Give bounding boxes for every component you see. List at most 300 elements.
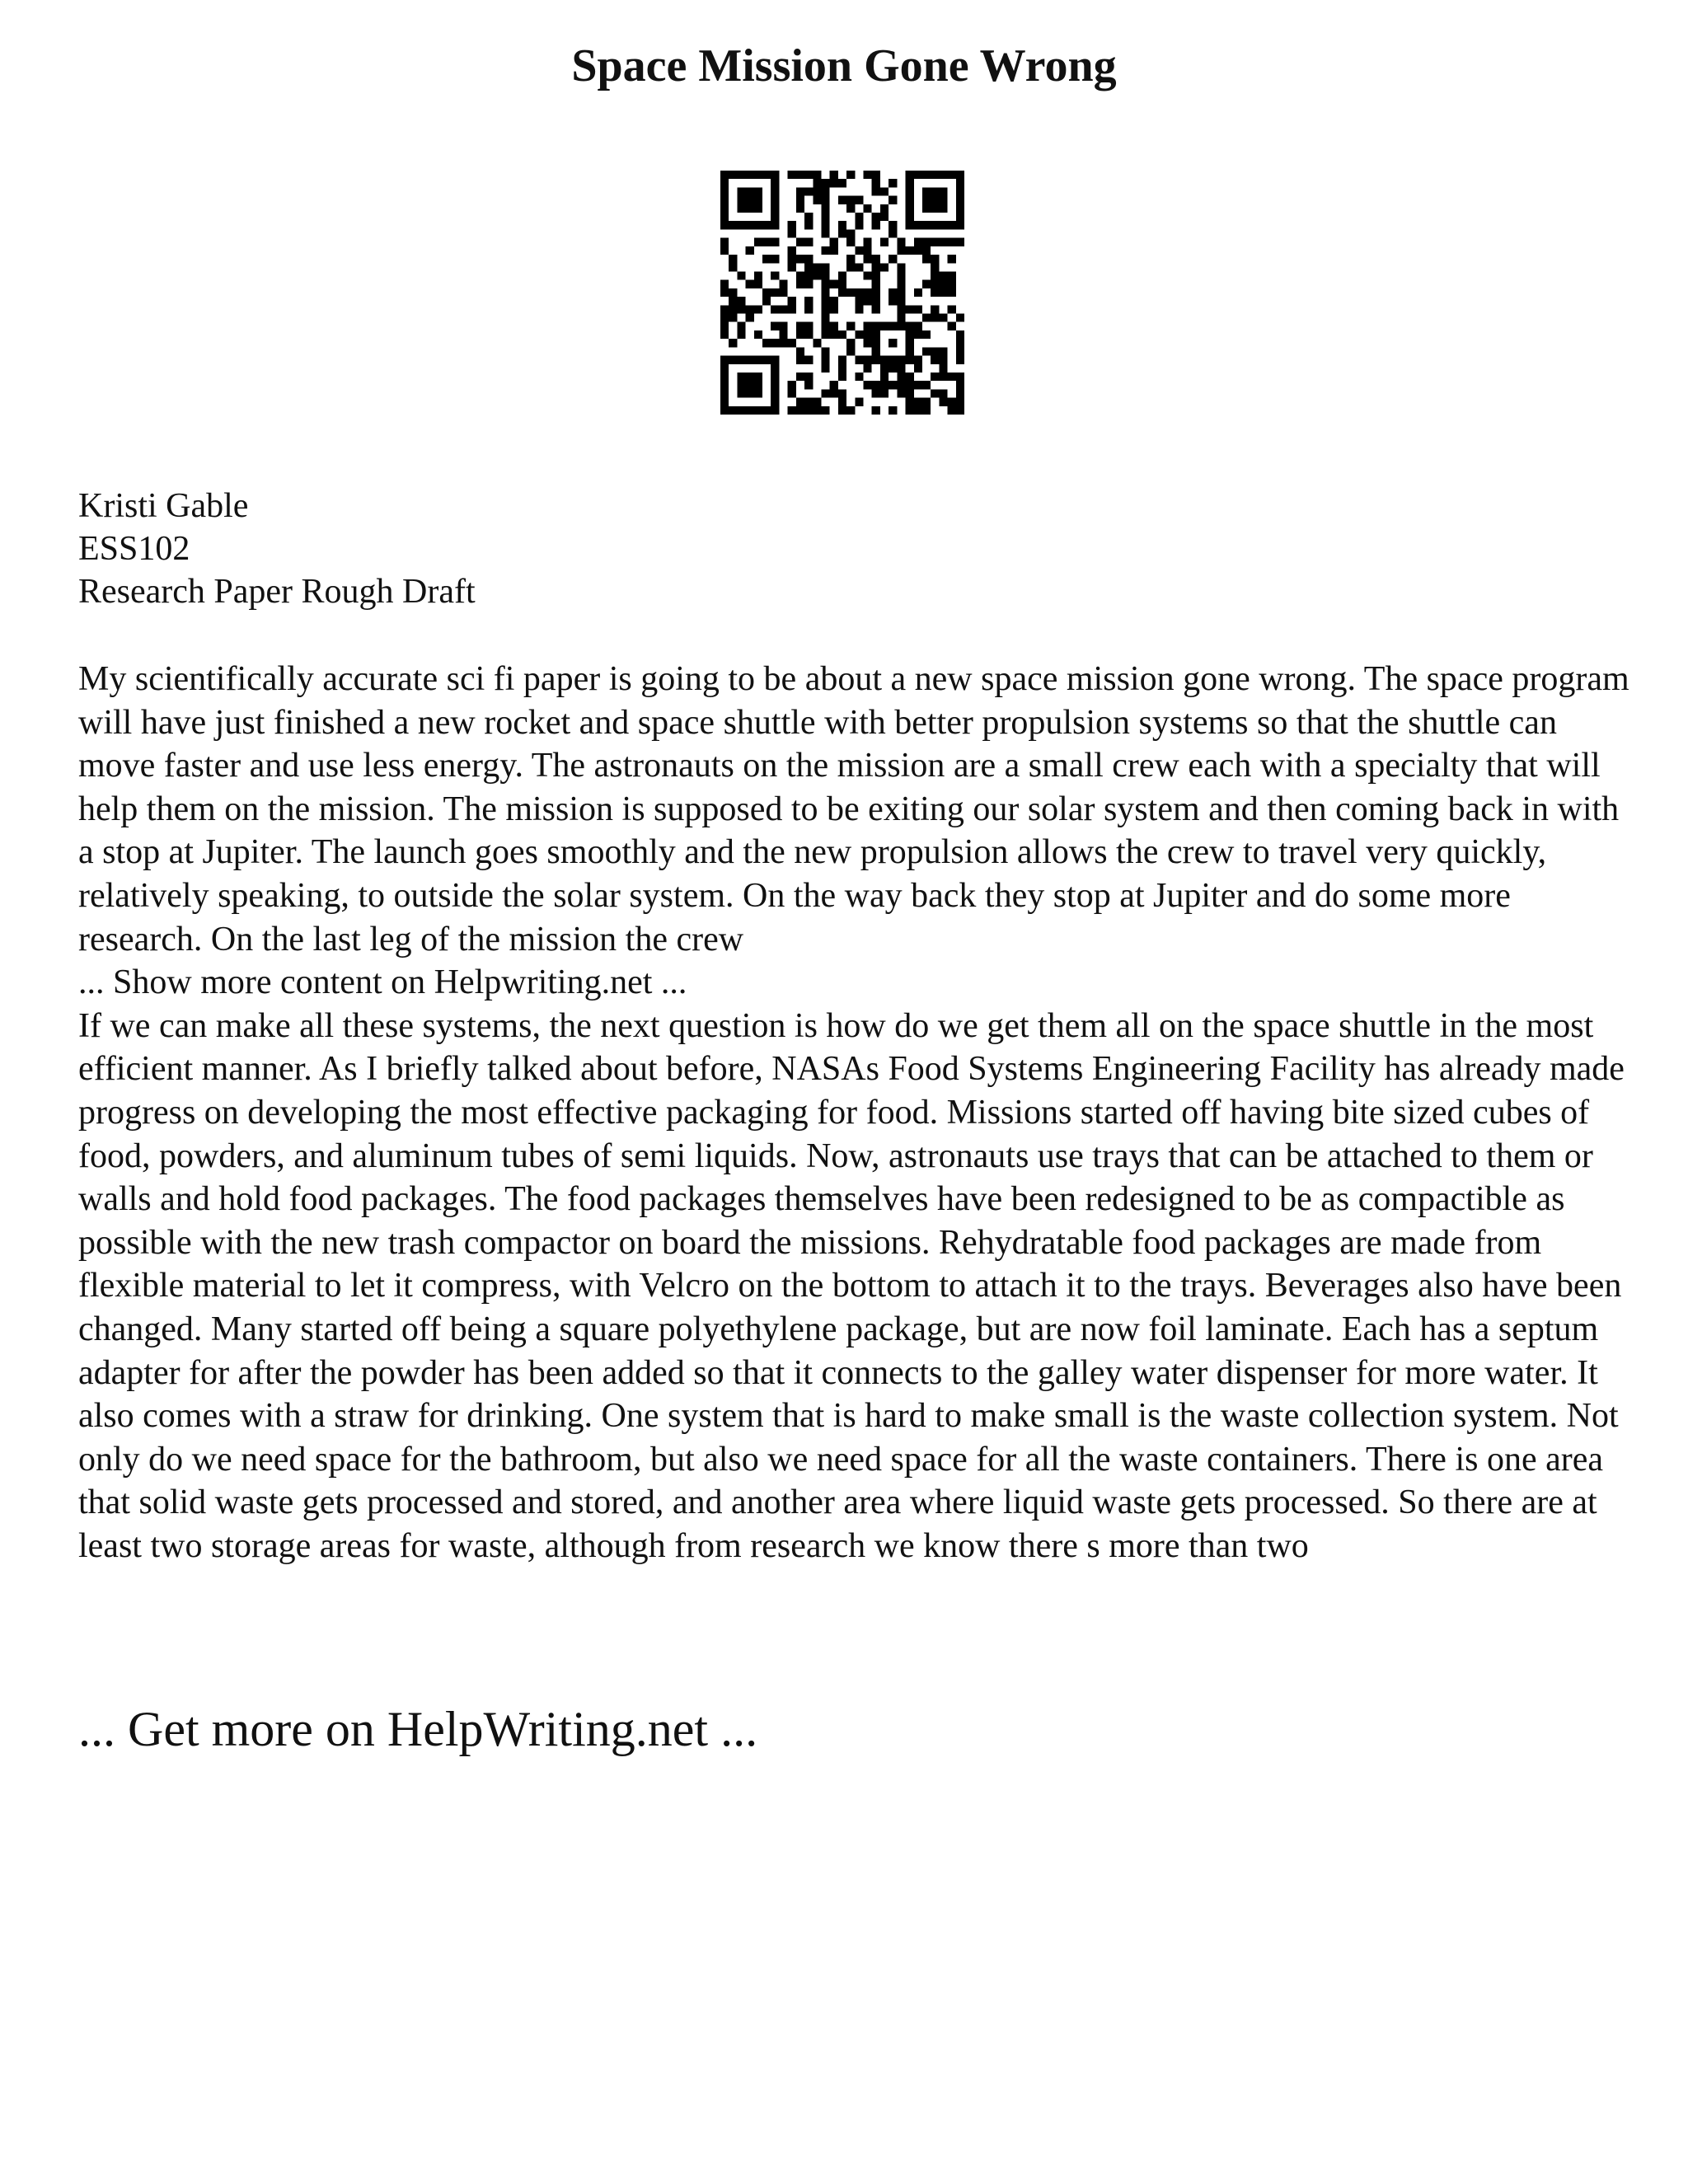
qr-module xyxy=(788,297,796,305)
qr-module xyxy=(846,255,855,263)
qr-module xyxy=(889,255,897,263)
qr-module xyxy=(931,271,939,279)
qr-module xyxy=(720,356,729,364)
qr-module xyxy=(872,255,880,263)
qr-module xyxy=(796,271,804,279)
qr-module xyxy=(813,398,821,406)
qr-module xyxy=(754,356,762,364)
qr-module xyxy=(804,255,813,263)
qr-module xyxy=(906,356,914,364)
qr-module xyxy=(906,322,914,330)
qr-module xyxy=(846,288,855,297)
qr-module xyxy=(897,356,905,364)
qr-module xyxy=(956,238,964,246)
qr-module xyxy=(737,221,745,229)
qr-module xyxy=(864,364,872,373)
qr-module xyxy=(939,347,947,355)
qr-module xyxy=(956,314,964,322)
qr-module xyxy=(813,406,821,415)
qr-module xyxy=(754,204,762,213)
essay-paragraph-2: If we can make all these systems, the next question is how do we get them all on the space shuttle in the most efficient manner. As I briefly talked about before, NASAs Food Systems Engineering Facility has already made progress on developing the most effective packaging for food. Missions started off having bite sized cubes of food, powders, and aluminum tubes of semi liquids. Now, astronauts use trays that can be attached to them or walls and hold food packages. The food packages themselves have been redesigned to be as compactible as possible with the new trash compactor on board the missions. Rehydratable food packages are made from flexible material to let it compress, with Velcro on the bottom to attach it to the trays. Beverages also have been changed. Many started off being a square polyethylene package, but are now foil laminate. Each has a septum adapter for after the powder has been added so that it connects to the galley water dispenser for more water. It also comes with a straw for drinking. One system that is hard to make small is the waste collection system. Not only do we need space for the bathroom, but also we need space for all the waste containers. There is one area that solid waste gets processed and stored, and another area where liquid waste gets processed. So there are at least two storage areas for waste, although from research we know there s more than two xyxy=(78,1006,1625,1565)
qr-module xyxy=(804,263,813,271)
qr-module xyxy=(796,347,804,355)
qr-module xyxy=(838,280,846,288)
qr-module xyxy=(804,356,813,364)
qr-module xyxy=(821,347,829,355)
qr-module xyxy=(720,364,729,373)
qr-module xyxy=(897,246,905,255)
qr-module xyxy=(796,330,804,339)
qr-module xyxy=(838,179,846,187)
qr-module xyxy=(788,229,796,237)
qr-module xyxy=(788,255,796,263)
qr-module xyxy=(864,356,872,364)
qr-module xyxy=(931,347,939,355)
qr-module xyxy=(796,204,804,213)
qr-module xyxy=(931,238,939,246)
qr-module xyxy=(939,221,947,229)
qr-module xyxy=(754,389,762,397)
qr-module xyxy=(889,364,897,373)
qr-module xyxy=(956,171,964,179)
qr-module xyxy=(948,171,956,179)
qr-module xyxy=(948,255,956,263)
qr-module xyxy=(737,381,745,389)
qr-module xyxy=(796,373,804,381)
qr-module xyxy=(948,305,956,313)
qr-module xyxy=(821,196,829,204)
qr-module xyxy=(729,297,737,305)
qr-module xyxy=(880,356,889,364)
qr-module xyxy=(762,356,771,364)
qr-module xyxy=(956,398,964,406)
qr-module xyxy=(788,246,796,255)
qr-module xyxy=(889,297,897,305)
qr-module xyxy=(855,246,863,255)
qr-module xyxy=(746,356,754,364)
qr-module xyxy=(830,246,838,255)
qr-module xyxy=(864,171,872,179)
qr-module xyxy=(813,196,821,204)
qr-module xyxy=(821,213,829,221)
qr-module xyxy=(771,179,779,187)
qr-module xyxy=(897,305,905,313)
qr-module xyxy=(855,221,863,229)
qr-module xyxy=(720,373,729,381)
qr-module xyxy=(804,322,813,330)
qr-module xyxy=(956,389,964,397)
qr-module xyxy=(720,322,729,330)
qr-module xyxy=(771,204,779,213)
qr-module xyxy=(754,271,762,279)
qr-module xyxy=(906,330,914,339)
qr-module xyxy=(771,187,779,195)
qr-module xyxy=(855,373,863,381)
qr-module xyxy=(746,305,754,313)
qr-module xyxy=(872,339,880,347)
qr-module xyxy=(746,381,754,389)
qr-module xyxy=(737,406,745,415)
qr-module xyxy=(880,187,889,195)
qr-module xyxy=(771,381,779,389)
qr-module xyxy=(720,196,729,204)
qr-module xyxy=(931,171,939,179)
qr-module xyxy=(931,255,939,263)
qr-module xyxy=(931,196,939,204)
qr-module xyxy=(804,238,813,246)
qr-module xyxy=(948,238,956,246)
qr-module xyxy=(939,171,947,179)
qr-module xyxy=(897,297,905,305)
qr-module xyxy=(864,381,872,389)
qr-module xyxy=(720,330,729,339)
qr-module xyxy=(729,305,737,313)
qr-module xyxy=(906,179,914,187)
qr-module xyxy=(897,280,905,288)
qr-module xyxy=(939,238,947,246)
qr-module xyxy=(906,187,914,195)
qr-module xyxy=(855,263,863,271)
qr-module xyxy=(872,280,880,288)
qr-module xyxy=(762,406,771,415)
page-title: Space Mission Gone Wrong xyxy=(571,40,1117,91)
qr-module xyxy=(864,339,872,347)
qr-module xyxy=(804,305,813,313)
qr-module xyxy=(821,204,829,213)
qr-module xyxy=(754,280,762,288)
qr-module xyxy=(754,381,762,389)
qr-module xyxy=(906,389,914,397)
qr-module xyxy=(914,364,922,373)
qr-module xyxy=(872,187,880,195)
qr-module xyxy=(838,406,846,415)
qr-module xyxy=(906,347,914,355)
qr-module xyxy=(956,347,964,355)
qr-module xyxy=(821,263,829,271)
qr-module xyxy=(922,314,931,322)
qr-module xyxy=(830,171,838,179)
qr-module xyxy=(804,373,813,381)
qr-module xyxy=(906,398,914,406)
qr-module xyxy=(864,330,872,339)
qr-module xyxy=(939,271,947,279)
qr-module xyxy=(830,305,838,313)
qr-module xyxy=(846,339,855,347)
qr-module xyxy=(746,373,754,381)
qr-module xyxy=(948,322,956,330)
qr-module xyxy=(889,322,897,330)
qr-module xyxy=(906,204,914,213)
qr-module xyxy=(846,196,855,204)
qr-module xyxy=(821,406,829,415)
qr-module xyxy=(956,381,964,389)
qr-module xyxy=(948,271,956,279)
qr-module xyxy=(838,196,846,204)
qr-module xyxy=(906,305,914,313)
qr-module xyxy=(889,221,897,229)
qr-module xyxy=(771,373,779,381)
qr-module xyxy=(956,339,964,347)
qr-module xyxy=(889,381,897,389)
qr-module xyxy=(931,356,939,364)
qr-module xyxy=(720,398,729,406)
qr-module xyxy=(948,373,956,381)
qr-module xyxy=(931,204,939,213)
qr-module xyxy=(796,398,804,406)
qr-module xyxy=(897,322,905,330)
qr-module xyxy=(754,373,762,381)
qr-module xyxy=(737,322,745,330)
author-name: Kristi Gable xyxy=(78,487,249,525)
qr-module xyxy=(931,305,939,313)
qr-module xyxy=(821,314,829,322)
qr-module xyxy=(737,204,745,213)
qr-module xyxy=(897,238,905,246)
qr-module xyxy=(855,330,863,339)
qr-module xyxy=(830,389,838,397)
qr-module xyxy=(855,398,863,406)
qr-module xyxy=(720,280,729,288)
qr-module xyxy=(771,364,779,373)
qr-module xyxy=(889,229,897,237)
qr-module xyxy=(779,330,787,339)
qr-module xyxy=(720,406,729,415)
qr-module xyxy=(821,187,829,195)
qr-module xyxy=(720,171,729,179)
qr-module xyxy=(906,171,914,179)
qr-module xyxy=(931,389,939,397)
qr-module xyxy=(880,204,889,213)
qr-module xyxy=(906,339,914,347)
qr-module xyxy=(804,330,813,339)
qr-module xyxy=(720,389,729,397)
qr-module xyxy=(922,171,931,179)
qr-module xyxy=(922,238,931,246)
qr-module xyxy=(720,288,729,297)
qr-module xyxy=(922,246,931,255)
qr-module xyxy=(838,356,846,364)
qr-module xyxy=(796,280,804,288)
qr-module xyxy=(737,305,745,313)
qr-module xyxy=(939,389,947,397)
qr-module xyxy=(931,280,939,288)
qr-module xyxy=(821,221,829,229)
qr-module xyxy=(746,389,754,397)
qr-module xyxy=(762,297,771,305)
qr-module xyxy=(830,381,838,389)
qr-module xyxy=(804,213,813,221)
get-more-link[interactable]: ... Get more on HelpWriting.net ... xyxy=(78,1702,758,1756)
qr-module xyxy=(804,297,813,305)
qr-module xyxy=(914,356,922,364)
qr-module xyxy=(746,187,754,195)
qr-module xyxy=(939,373,947,381)
qr-module xyxy=(771,322,779,330)
qr-module xyxy=(720,246,729,255)
qr-module xyxy=(880,238,889,246)
qr-module xyxy=(956,330,964,339)
qr-module xyxy=(906,221,914,229)
qr-module xyxy=(855,356,863,364)
qr-module xyxy=(788,406,796,415)
qr-module xyxy=(948,280,956,288)
qr-module xyxy=(821,288,829,297)
qr-module xyxy=(855,288,863,297)
qr-module xyxy=(804,187,813,195)
qr-module xyxy=(737,196,745,204)
qr-module xyxy=(939,364,947,373)
qr-module xyxy=(872,263,880,271)
qr-module xyxy=(813,263,821,271)
qr-module xyxy=(864,204,872,213)
qr-module xyxy=(897,364,905,373)
qr-module xyxy=(914,305,922,313)
qr-module xyxy=(956,221,964,229)
qr-module xyxy=(746,314,754,322)
qr-module xyxy=(897,389,905,397)
essay-body xyxy=(78,658,1636,1568)
qr-module xyxy=(922,406,931,415)
qr-module xyxy=(821,330,829,339)
qr-module xyxy=(729,171,737,179)
qr-module xyxy=(771,171,779,179)
qr-module xyxy=(754,305,762,313)
qr-module xyxy=(939,314,947,322)
qr-module xyxy=(830,179,838,187)
qr-module xyxy=(922,204,931,213)
qr-module xyxy=(720,305,729,313)
qr-module xyxy=(813,339,821,347)
qr-module xyxy=(846,171,855,179)
qr-module xyxy=(922,347,931,355)
qr-module xyxy=(864,246,872,255)
qr-module xyxy=(737,171,745,179)
qr-module xyxy=(864,322,872,330)
qr-module xyxy=(956,406,964,415)
qr-module xyxy=(855,297,863,305)
qr-module xyxy=(771,406,779,415)
qr-module xyxy=(729,356,737,364)
qr-module xyxy=(737,330,745,339)
show-more-link[interactable]: ... Show more content on Helpwriting.net ... xyxy=(78,963,687,1002)
qr-module xyxy=(771,213,779,221)
assignment-title: Research Paper Rough Draft xyxy=(78,573,476,611)
qr-module xyxy=(939,398,947,406)
qr-module xyxy=(830,238,838,246)
qr-module xyxy=(779,280,787,288)
paper-header xyxy=(78,485,1611,613)
qr-module xyxy=(889,288,897,297)
qr-module xyxy=(746,246,754,255)
qr-module xyxy=(922,330,931,339)
qr-module xyxy=(956,179,964,187)
qr-module xyxy=(771,255,779,263)
qr-module xyxy=(939,288,947,297)
qr-module xyxy=(906,381,914,389)
qr-module xyxy=(846,229,855,237)
qr-module xyxy=(729,255,737,263)
qr-module xyxy=(897,288,905,297)
qr-module xyxy=(771,305,779,313)
qr-module xyxy=(880,364,889,373)
qr-module xyxy=(872,305,880,313)
qr-module xyxy=(771,238,779,246)
qr-module xyxy=(720,238,729,246)
qr-module xyxy=(956,356,964,364)
qr-module xyxy=(804,271,813,279)
qr-module xyxy=(931,263,939,271)
qr-module xyxy=(821,356,829,364)
qr-module xyxy=(762,255,771,263)
qr-module xyxy=(846,347,855,355)
qr-module xyxy=(788,339,796,347)
qr-module xyxy=(796,356,804,364)
qr-module xyxy=(889,406,897,415)
qr-module xyxy=(788,171,796,179)
qr-module xyxy=(838,398,846,406)
qr-module xyxy=(746,221,754,229)
qr-module xyxy=(939,196,947,204)
qr-module xyxy=(729,288,737,297)
qr-module xyxy=(813,187,821,195)
qr-module xyxy=(872,347,880,355)
qr-module xyxy=(771,271,779,279)
qr-module xyxy=(880,213,889,221)
qr-module xyxy=(948,398,956,406)
qr-module xyxy=(914,246,922,255)
qr-code-icon[interactable] xyxy=(720,171,964,415)
qr-module xyxy=(914,398,922,406)
qr-module xyxy=(855,213,863,221)
qr-module xyxy=(914,406,922,415)
qr-module xyxy=(720,381,729,389)
qr-module xyxy=(872,297,880,305)
qr-module xyxy=(864,271,872,279)
qr-module xyxy=(838,271,846,279)
qr-module xyxy=(846,406,855,415)
qr-module xyxy=(737,389,745,397)
qr-module xyxy=(846,238,855,246)
qr-module xyxy=(813,171,821,179)
qr-module xyxy=(838,389,846,397)
qr-module xyxy=(838,364,846,373)
qr-module xyxy=(746,406,754,415)
qr-module xyxy=(914,171,922,179)
qr-module xyxy=(872,271,880,279)
course-code: ESS102 xyxy=(78,530,190,568)
qr-module xyxy=(872,389,880,397)
qr-module xyxy=(872,330,880,339)
qr-module xyxy=(804,406,813,415)
qr-module xyxy=(754,171,762,179)
qr-module xyxy=(864,297,872,305)
qr-module xyxy=(846,263,855,271)
qr-module xyxy=(771,389,779,397)
qr-module xyxy=(779,288,787,297)
qr-module xyxy=(729,314,737,322)
qr-module xyxy=(796,187,804,195)
qr-module xyxy=(931,221,939,229)
qr-module xyxy=(754,187,762,195)
qr-module xyxy=(788,389,796,397)
qr-module xyxy=(872,213,880,221)
qr-module xyxy=(922,280,931,288)
qr-module xyxy=(796,255,804,263)
qr-module xyxy=(922,255,931,263)
qr-module xyxy=(889,356,897,364)
qr-module xyxy=(804,221,813,229)
qr-module xyxy=(880,322,889,330)
